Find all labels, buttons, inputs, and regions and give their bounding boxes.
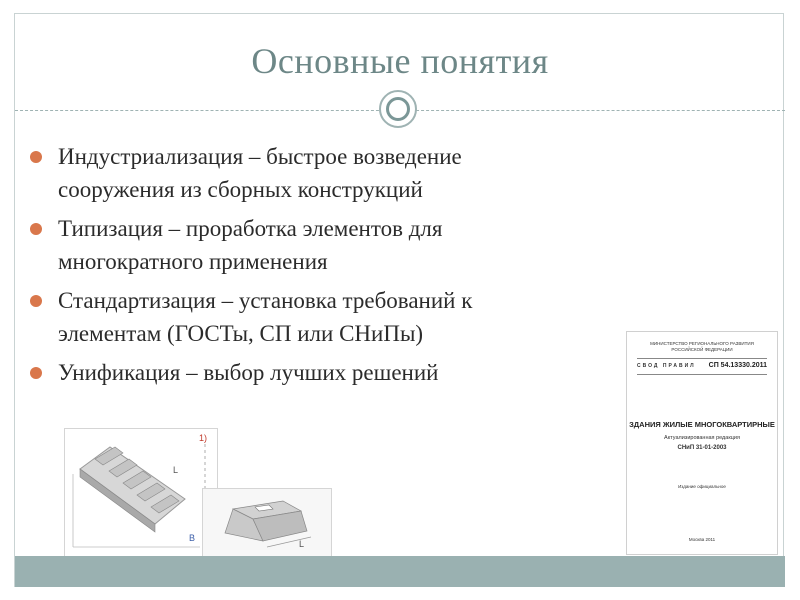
bullet-text: Типизация – проработка элементов для xyxy=(58,216,443,241)
doc-code-label: СВОД ПРАВИЛ xyxy=(637,363,696,369)
bullet-text: элементам (ГОСТы, СП или СНиПы) xyxy=(58,321,424,346)
doc-subtitle: Актуализированная редакция xyxy=(664,435,740,441)
doc-ministry-line1: МИНИСТЕРСТВО РЕГИОНАЛЬНОГО РАЗВИТИЯ xyxy=(650,341,754,346)
stairs-label-number: 1) xyxy=(199,433,208,443)
bullet-item xyxy=(28,356,668,389)
bullet-item xyxy=(28,140,668,206)
bullet-dot-icon xyxy=(30,367,42,379)
bullet-item xyxy=(28,212,668,278)
bullet-item xyxy=(28,284,668,350)
bullet-text: Индустриализация – быстрое возведение xyxy=(58,144,462,169)
footer-bar xyxy=(15,556,785,587)
bullet-dot-icon xyxy=(30,295,42,307)
doc-city-year: Москва 2011 xyxy=(688,537,716,542)
divider-ornament-icon xyxy=(379,90,417,128)
block-label-L: L xyxy=(299,539,305,549)
block-figure xyxy=(202,488,332,560)
slide-title: Основные понятия xyxy=(251,41,549,81)
bullet-text: Стандартизация – установка требований к xyxy=(58,288,473,313)
doc-edition: Издание официальное xyxy=(678,484,726,489)
regulation-document-cover xyxy=(627,332,777,554)
doc-code: СП 54.13330.2011 xyxy=(708,362,767,369)
bullet-dot-icon xyxy=(30,151,42,163)
stairs-label-B: B xyxy=(189,533,196,543)
bullet-dot-icon xyxy=(30,223,42,235)
bullet-list xyxy=(28,140,668,395)
stairs-figure xyxy=(64,428,218,558)
stairs-label-L: L xyxy=(173,465,179,475)
doc-rule xyxy=(637,374,767,375)
doc-snip: СНиП 31-01-2003 xyxy=(677,445,727,451)
bullet-text: многократного применения xyxy=(58,249,328,274)
bullet-text: сооружения из сборных конструкций xyxy=(58,177,423,202)
doc-ministry-line2: РОССИЙСКОЙ ФЕДЕРАЦИИ xyxy=(671,347,733,352)
doc-rule xyxy=(637,358,767,359)
doc-title: ЗДАНИЯ ЖИЛЫЕ МНОГОКВАРТИРНЫЕ xyxy=(629,420,775,429)
bullet-text: Унификация – выбор лучших решений xyxy=(58,360,439,385)
